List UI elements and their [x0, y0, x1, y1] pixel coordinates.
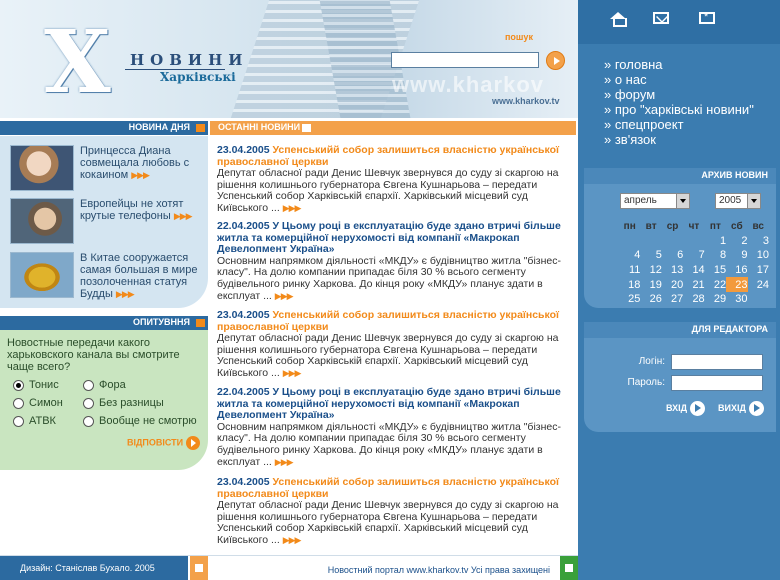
chevron-down-icon[interactable]	[747, 194, 760, 208]
news-item	[217, 387, 574, 468]
login-input[interactable]	[671, 354, 763, 370]
news-date: 22.04.2005	[217, 220, 270, 232]
calendar-day[interactable]: 22	[713, 278, 727, 291]
calendar-day[interactable]: 13	[671, 264, 684, 277]
calendar-day[interactable]: 25	[628, 293, 641, 306]
calendar-day[interactable]: 9	[741, 249, 748, 262]
calendar-empty-cell	[748, 292, 769, 307]
calendar-weekday: ср	[666, 220, 679, 232]
month-select[interactable]	[620, 193, 690, 209]
section-arrow-icon	[196, 319, 205, 327]
search-input[interactable]	[391, 52, 539, 68]
news-of-day-item[interactable]	[10, 198, 206, 244]
poll-submit-label: ВІДПОВІСТИ	[127, 437, 184, 448]
calendar-day[interactable]: 26	[649, 293, 662, 306]
news-ellipsis: ...	[271, 201, 280, 214]
calendar-weekday: вс	[752, 220, 764, 232]
calendar-empty-cell	[662, 234, 683, 249]
nav-item-1[interactable]: » о нас	[604, 72, 754, 87]
news-of-day-title: НОВИНА ДНЯ	[128, 122, 190, 132]
news-item	[217, 477, 574, 547]
news-item	[217, 145, 574, 215]
calendar-day[interactable]: 30	[735, 293, 748, 306]
calendar-empty-cell	[619, 234, 640, 249]
latest-news-heading	[210, 121, 576, 135]
footer-copyright: Новостний портал www.kharkov.tv Усі права захищені	[327, 565, 550, 575]
news-of-day-text[interactable]	[80, 198, 208, 222]
calendar-day[interactable]: 23	[726, 277, 747, 292]
calendar-day[interactable]: 15	[713, 264, 727, 277]
footer-orange-icon	[190, 556, 208, 580]
calendar-weekday: сб	[731, 220, 743, 232]
arrow-right-icon	[186, 436, 200, 450]
poll-question: Новостные передачи какого харьковского канала вы смотрите чаще всего?	[7, 337, 180, 373]
search-label: пошук	[505, 32, 533, 42]
news-ellipsis: ...	[263, 289, 272, 302]
calendar-day[interactable]: 16	[735, 264, 748, 277]
more-arrow-icon[interactable]: ▶▶▶	[131, 170, 149, 180]
footer-green-icon	[560, 556, 578, 580]
calendar-day[interactable]: 1	[719, 234, 727, 247]
calendar-weekday: чт	[688, 220, 700, 232]
news-of-day-item[interactable]	[10, 252, 206, 298]
calendar-day[interactable]: 28	[692, 293, 705, 306]
nav-item-3[interactable]: » про "харківські новини"	[604, 102, 754, 117]
poll-option-label[interactable]: Вообще не смотрю	[99, 415, 197, 427]
logo-title[interactable]: НОВИНИ	[130, 51, 249, 69]
search-go-icon[interactable]	[546, 51, 565, 70]
login-label: Логін:	[638, 356, 665, 367]
news-ellipsis: ...	[271, 366, 280, 379]
calendar-day[interactable]: 5	[655, 249, 662, 262]
calendar-day[interactable]: 18	[628, 278, 641, 291]
nav-item-2[interactable]: » форум	[604, 87, 754, 102]
news-item	[217, 310, 574, 380]
calendar-day[interactable]: 29	[713, 293, 727, 306]
poll-submit-button[interactable]	[127, 436, 200, 450]
calendar-day[interactable]: 20	[671, 278, 684, 291]
nav-item-0[interactable]: » головна	[604, 57, 754, 72]
more-arrow-icon[interactable]: ▶▶▶	[115, 289, 134, 299]
section-arrow-icon	[302, 124, 311, 132]
news-body: Депутат обласної ради Денис Шевчук звернувся до суду зі скаргою на рішення колишнього губернатора Євгена Кушнарьова – передати Успенський собор Харківській єпархії. Харківський місцевий суд Київського	[217, 499, 559, 546]
news-of-day-text[interactable]	[80, 252, 208, 300]
logo-letter[interactable]: X	[44, 12, 111, 113]
man-photo[interactable]	[10, 198, 74, 244]
poll-radio[interactable]	[83, 380, 94, 391]
calendar-day[interactable]: 8	[719, 249, 727, 262]
news-title-link[interactable]: У Цьому році в експлуатацію буде здано втричі більше житла та комерційної нерухомості від компанії «Макрокап Девелопмент Україна»	[217, 386, 561, 422]
nav-item-4[interactable]: » спецпроект	[604, 117, 754, 132]
calendar-empty-cell	[640, 234, 661, 249]
news-title-link[interactable]: У Цьому році в експлуатацію буде здано втричі більше житла та комерційної нерухомості від компанії «Макрокап Девелопмент Україна»	[217, 220, 561, 256]
poll-option-label[interactable]: Фора	[99, 379, 126, 391]
news-body: Депутат обласної ради Денис Шевчук звернувся до суду зі скаргою на рішення колишнього губернатора Євгена Кушнарьова – передати Успенський собор Харківській єпархії. Харківський місцевий суд Київського	[217, 167, 559, 214]
news-date: 23.04.2005	[217, 309, 270, 321]
arrow-right-icon	[690, 401, 705, 416]
site-url: www.kharkov.tv	[492, 96, 560, 106]
password-input[interactable]	[671, 375, 763, 391]
chevron-down-icon[interactable]	[676, 194, 689, 208]
news-date: 23.04.2005	[217, 144, 270, 156]
poll-radio[interactable]	[13, 380, 24, 391]
news-item	[217, 221, 574, 302]
news-date: 23.04.2005	[217, 476, 270, 488]
poll-heading	[0, 316, 208, 330]
main-nav	[604, 57, 754, 147]
calendar-day[interactable]: 24	[756, 278, 769, 291]
nav-item-5[interactable]: » зв'язок	[604, 132, 754, 147]
news-of-day-headline[interactable]: В Китае сооружается самая большая в мире позолоченная статуя Будды	[80, 252, 198, 300]
month-select-value: апрель	[624, 195, 657, 206]
exit-label: ВИХІД	[718, 402, 746, 413]
footer-design-credit: Дизайн: Станіслав Бухало. 2005	[0, 556, 188, 580]
poll-option-label[interactable]: Без разницы	[99, 397, 164, 409]
poll-radio[interactable]	[13, 416, 24, 427]
poll-option-label[interactable]: АТВК	[29, 415, 56, 427]
diana-photo[interactable]	[10, 145, 74, 191]
news-of-day-heading	[0, 121, 208, 135]
calendar-day[interactable]: 12	[649, 264, 662, 277]
calendar-day[interactable]: 27	[671, 293, 684, 306]
more-arrow-icon[interactable]: ▶▶▶	[274, 290, 293, 301]
news-date: 22.04.2005	[217, 386, 270, 398]
enter-button[interactable]	[666, 401, 705, 416]
calendar-empty-cell	[683, 234, 704, 249]
poll-radio[interactable]	[83, 416, 94, 427]
news-ellipsis: ...	[271, 533, 280, 546]
latest-news-title: ОСТАННІ НОВИНИ	[218, 122, 301, 132]
calendar-day[interactable]: 11	[629, 264, 641, 277]
news-of-day-headline[interactable]: Европейцы не хотят крутые телефоны	[80, 198, 184, 222]
arrow-right-icon	[749, 401, 764, 416]
calendar-day[interactable]: 17	[756, 264, 769, 277]
news-body: Депутат обласної ради Денис Шевчук звернувся до суду зі скаргою на рішення колишнього губернатора Євгена Кушнарьова – передати Успенський собор Харківській єпархії. Харківський місцевий суд Київського	[217, 332, 559, 379]
news-of-day-text[interactable]	[80, 145, 208, 181]
section-arrow-icon	[196, 124, 205, 132]
calendar-day[interactable]: 10	[756, 249, 769, 262]
news-of-day-item[interactable]	[10, 145, 206, 191]
password-label: Пароль:	[627, 377, 665, 388]
year-select[interactable]	[715, 193, 761, 209]
calendar-day[interactable]: 6	[677, 249, 684, 262]
calendar-day[interactable]: 4	[634, 249, 641, 262]
calendar-day[interactable]: 2	[741, 234, 748, 247]
url-watermark: www.kharkov	[392, 72, 545, 97]
poll-radio[interactable]	[83, 398, 94, 409]
calendar-day[interactable]: 3	[762, 234, 769, 247]
calendar-day[interactable]: 7	[698, 249, 705, 262]
calendar-table	[619, 219, 769, 307]
mail-icon[interactable]	[653, 12, 669, 24]
poll-option-label[interactable]: Тонис	[29, 379, 59, 391]
home-icon[interactable]	[610, 12, 626, 26]
more-arrow-icon[interactable]: ▶▶▶	[282, 367, 301, 378]
poll-title: ОПИТУВННЯ	[132, 317, 190, 327]
calendar-weekday: пт	[709, 220, 721, 232]
news-title-link[interactable]: Успенськийй собор залишиться власністю української православної церкви	[217, 144, 559, 168]
poll-radio[interactable]	[13, 398, 24, 409]
poll-option-label[interactable]: Симон	[29, 397, 63, 409]
calendar-weekday: пн	[623, 220, 636, 232]
logo-subtitle[interactable]: Харківські	[160, 70, 236, 84]
calendar-day[interactable]: 14	[692, 264, 705, 277]
calendar-day[interactable]: 21	[692, 278, 705, 291]
more-arrow-icon[interactable]: ▶▶▶	[173, 211, 192, 221]
more-arrow-icon[interactable]: ▶▶▶	[282, 202, 301, 213]
top-icons-bar	[578, 0, 780, 44]
news-body: Основним напрямком діяльності «МКДУ» є будівництво житла "бізнес-класу". На долю компании припадає біля 30 % всього сегменту будівельного ринку Харкова. До кінця року «МКДУ» планує здати в експлуат	[217, 254, 561, 302]
buddha-photo[interactable]	[10, 252, 74, 298]
archive-heading: АРХИВ НОВИН	[584, 168, 776, 184]
news-ellipsis: ...	[263, 455, 272, 468]
calendar-weekday: вт	[645, 220, 657, 232]
year-select-value: 2005	[719, 195, 742, 206]
calendar	[619, 219, 769, 307]
news-title-link[interactable]: Успенськийй собор залишиться власністю української православної церкви	[217, 309, 559, 333]
news-of-day-headline[interactable]: Принцесса Диана совмещала любовь с кокаином	[80, 145, 190, 181]
more-arrow-icon[interactable]: ▶▶▶	[274, 456, 293, 467]
enter-label: ВХІД	[666, 402, 688, 413]
news-title-link[interactable]: Успенськийй собор залишиться власністю української православної церкви	[217, 476, 559, 500]
exit-button[interactable]	[718, 401, 764, 416]
more-arrow-icon[interactable]: ▶▶▶	[282, 534, 301, 545]
editor-heading: ДЛЯ РЕДАКТОРА	[584, 322, 776, 338]
sitemap-icon[interactable]	[699, 12, 715, 24]
news-body: Основним напрямком діяльності «МКДУ» є будівництво житла "бізнес-класу". На долю компании припадає біля 30 % всього сегменту будівельного ринку Харкова. До кінця року «МКДУ» планує здати в експлуат	[217, 420, 561, 468]
calendar-day[interactable]: 19	[649, 278, 662, 291]
